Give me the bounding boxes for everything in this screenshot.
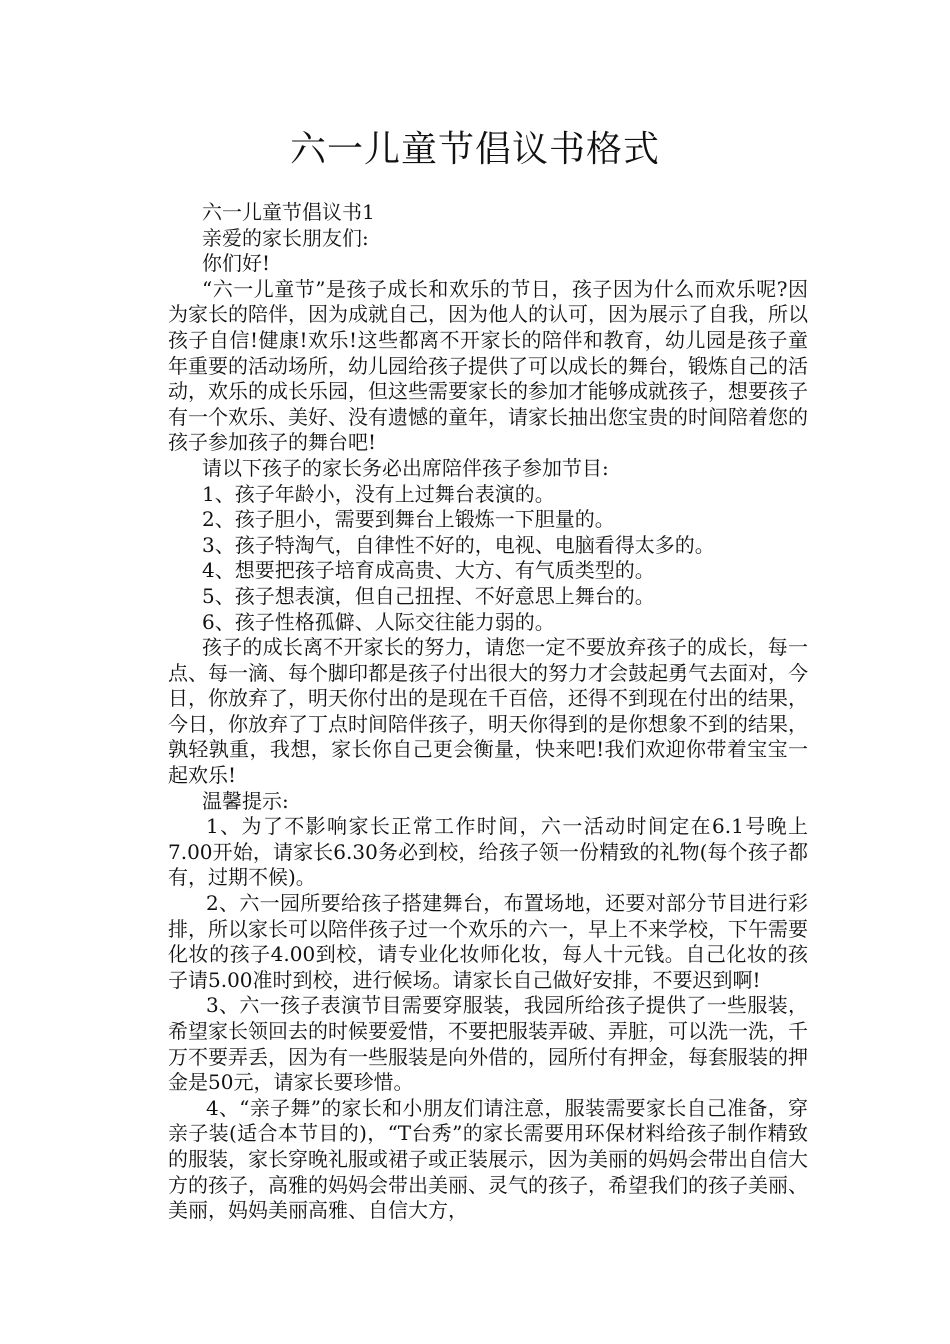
list-item: 3、孩子特淘气，自律性不好的，电视、电脑看得太多的。 — [202, 532, 715, 557]
document-body — [168, 200, 808, 1224]
greeting: 你们好! — [202, 251, 271, 276]
document-title: 六一儿童节倡议书格式 — [289, 129, 660, 170]
encouragement-paragraph: 孩子的成长离不开家长的努力，请您一定不要放弃孩子的成长，每一点、每一滴、每个脚印都是孩子付出很大的努力才会鼓起勇气去面对，今日，你放弃了，明天你付出的是现在千百倍，还得不到现在付出的结果，今日，你放弃了丁点时间陪伴孩子，明天你得到的是你想象不到的结果，孰轻孰重，我想，家长你自己更会衡量，快来吧!我们欢迎你带着宝宝一起欢乐! — [168, 635, 808, 788]
salutation: 亲爱的家长朋友们: — [202, 225, 369, 250]
tip-item: 1、为了不影响家长正常工作时间，六一活动时间定在6.1号晚上7.00开始，请家长6.30务必到校，给孩子领一份精致的礼物(每个孩子都有，过期不候)。 — [168, 814, 808, 890]
list-item: 4、想要把孩子培育成高贵、大方、有气质类型的。 — [202, 558, 655, 583]
list-item: 6、孩子性格孤僻、人际交往能力弱的。 — [202, 609, 555, 634]
tip-item: 2、六一园所要给孩子搭建舞台，布置场地，还要对部分节目进行彩排，所以家长可以陪伴孩子过一个欢乐的六一，早上不来学校，下午需要化妆的孩子4.00到校，请专业化妆师化妆，每人十元钱。自己化妆的孩子请5.00准时到校，进行候场。请家长自己做好安排，不要迟到啊! — [168, 891, 808, 992]
tip-item: 4、“亲子舞”的家长和小朋友们请注意，服装需要家长自己准备，穿亲子装(适合本节目的)，“T台秀”的家长需要用环保材料给孩子制作精致的服装，家长穿晚礼服或裙子或正装展示，因为美丽的妈妈会带出自信大方的孩子，高雅的妈妈会带出美丽、灵气的孩子，希望我们的孩子美丽、美丽，妈妈美丽高雅、自信大方， — [168, 1095, 808, 1223]
tips-heading: 温馨提示: — [202, 788, 289, 813]
intro-paragraph: “六一儿童节”是孩子成长和欢乐的节日，孩子因为什么而欢乐呢?因为家长的陪伴，因为成就自己，因为他人的认可，因为展示了自我，所以孩子自信!健康!欢乐!这些都离不开家长的陪伴和教育，幼儿园是孩子童年重要的活动场所，幼儿园给孩子提供了可以成长的舞台，锻炼自己的活动，欢乐的成长乐园，但这些需要家长的参加才能够成就孩子，想要孩子有一个欢乐、美好、没有遗憾的童年，请家长抽出您宝贵的时间陪着您的孩子参加孩子的舞台吧! — [168, 276, 808, 455]
list-item: 5、孩子想表演，但自己扭捏、不好意思上舞台的。 — [202, 583, 655, 608]
section-heading: 六一儿童节倡议书1 — [202, 200, 375, 224]
tip-item: 3、六一孩子表演节目需要穿服装，我园所给孩子提供了一些服装，希望家长领回去的时候要爱惜，不要把服装弄破、弄脏，可以洗一洗，千万不要弄丢，因为有一些服装是向外借的，园所付有押金，每套服装的押金是50元，请家长要珍惜。 — [168, 993, 808, 1095]
attendance-request: 请以下孩子的家长务必出席陪伴孩子参加节目: — [202, 455, 609, 480]
list-item: 1、孩子年龄小，没有上过舞台表演的。 — [202, 481, 555, 506]
list-item: 2、孩子胆小，需要到舞台上锻炼一下胆量的。 — [202, 507, 615, 532]
